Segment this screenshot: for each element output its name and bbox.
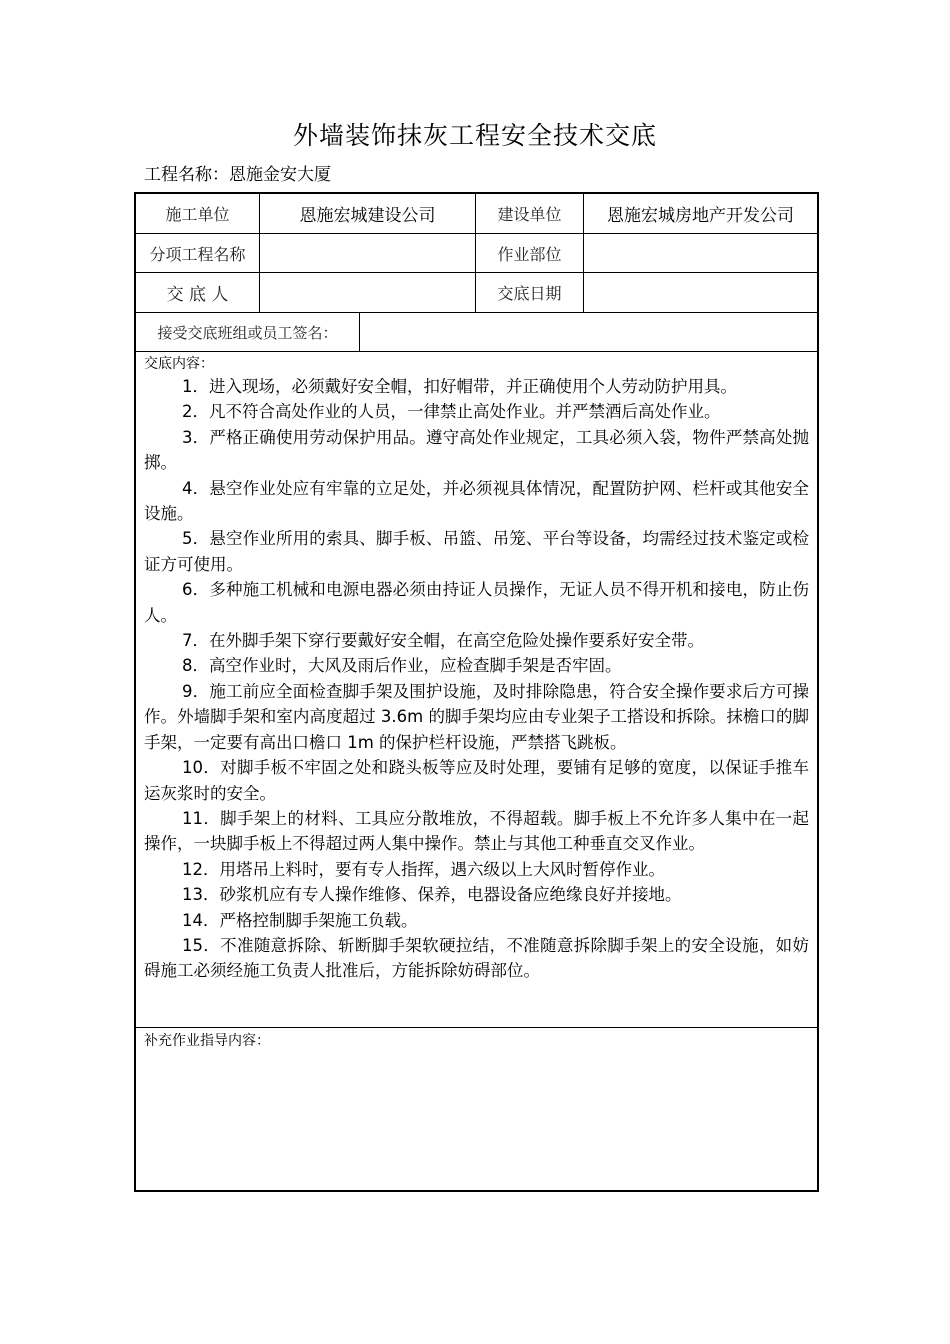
developer-unit-label: 建设单位: [475, 194, 583, 233]
sub-project-label: 分项工程名称: [149, 244, 246, 264]
work-area-label: 作业部位: [475, 234, 583, 272]
table-row: [136, 194, 817, 234]
signature-label: 接受交底班组或员工签名：: [157, 323, 338, 342]
supplementary-guidance: [136, 1028, 817, 1190]
list-item: 12．用塔吊上料时，要有专人指挥，遇六级以上大风时暂停作业。: [182, 859, 665, 879]
briefer-label: 交 底 人: [166, 285, 229, 305]
list-item: 1．进入现场，必须戴好安全帽，扣好帽带，并正确使用个人劳动防护用具。: [182, 377, 737, 396]
supplement-label: 补充作业指导内容：: [144, 1033, 270, 1049]
list-item: 15．不准随意拆除、斩断脚手架软硬拉结，不准随意拆除脚手架上的安全设施，如妨碍施工必须经施工负责人批准后，方能拆除妨碍部位。: [144, 935, 809, 981]
list-item: 9．施工前应全面检查脚手架及围护设施，及时排除隐患，符合安全操作要求后方可操作。外墙脚手架和室内高度超过 3.6m 的脚手架均应由专业架子工搭设和拆除。抹檐口的脚手架，一定要有高出口檐口 1m 的保护栏杆设施，严禁搭飞跳板。: [144, 681, 809, 752]
list-item: 3．严格正确使用劳动保护用品。遵守高处作业规定，工具必须入袋，物件严禁高处抛掷。: [144, 427, 809, 473]
developer-unit-value: 恩施宏城房地产开发公司: [583, 194, 817, 233]
table-row: [136, 234, 817, 273]
briefer-value[interactable]: [259, 273, 475, 312]
table-row: [136, 313, 817, 352]
list-item: 11．脚手架上的材料、工具应分散堆放，不得超载。脚手板上不允许多人集中在一起操作，一块脚手板上不得超过两人集中操作。禁止与其他工种垂直交叉作业。: [144, 808, 809, 854]
list-item: 14．严格控制脚手架施工负载。: [182, 910, 418, 930]
list-item: 2．凡不符合高处作业的人员，一律禁止高处作业。并严禁酒后高处作业。: [182, 402, 721, 422]
list-item: 10．对脚手板不牢固之处和跷头板等应及时处理，要铺有足够的宽度，以保证手推车运灰浆时的安全。: [144, 758, 809, 803]
briefing-date-value[interactable]: [583, 273, 817, 312]
list-item: 8．高空作业时，大风及雨后作业，应检查脚手架是否牢固。: [182, 656, 622, 676]
list-item: 13．砂浆机应有专人操作维修、保养，电器设备应绝缘良好并接地。: [182, 885, 682, 905]
work-area-value[interactable]: [583, 234, 817, 272]
list-item: 7．在外脚手架下穿行要戴好安全帽，在高空危险处操作要系好安全带。: [182, 631, 704, 651]
briefing-content: [136, 352, 817, 1028]
project-name: 工程名称：恩施金安大厦: [144, 165, 331, 185]
construction-unit-label: 施工单位: [165, 205, 230, 224]
sub-project-value[interactable]: [259, 234, 475, 272]
briefing-table: [134, 192, 819, 1192]
list-item: 5．悬空作业所用的索具、脚手板、吊篮、吊笼、平台等设备，均需经过技术鉴定或检证方可使用。: [144, 529, 809, 574]
construction-unit-value: 恩施宏城建设公司: [259, 194, 475, 233]
content-label: 交底内容：: [144, 356, 214, 372]
briefing-date-label: 交底日期: [475, 273, 583, 312]
list-item: 6．多种施工机械和电源电器必须由持证人员操作，无证人员不得开机和接电，防止伤人。: [144, 580, 809, 625]
signature-value[interactable]: [359, 313, 817, 351]
list-item: 4．悬空作业处应有牢靠的立足处，并必须视具体情况，配置防护网、栏杆或其他安全设施。: [144, 478, 809, 524]
document-title: 外墙装饰抹灰工程安全技术交底: [292, 121, 657, 150]
table-row: [136, 273, 817, 313]
